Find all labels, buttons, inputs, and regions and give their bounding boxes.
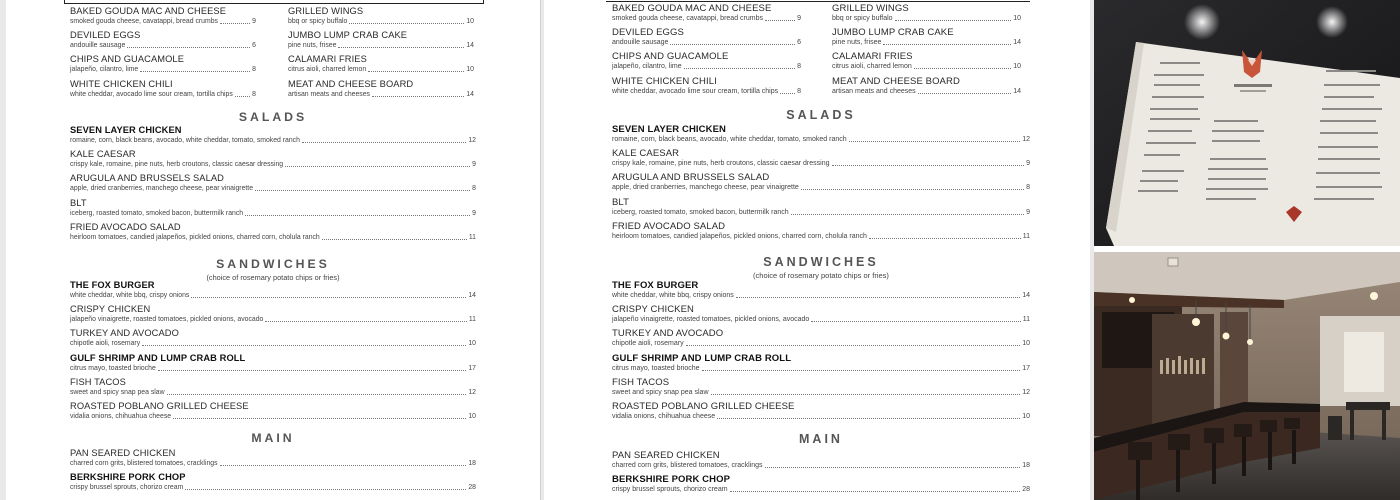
dot-leader (717, 418, 1020, 419)
menu-item-price: 14 (1013, 39, 1021, 47)
bar-interior-photo (1094, 252, 1400, 500)
menu-item-description: sweet and spicy snap pea slaw (612, 388, 709, 396)
menu-item-name: BLT (70, 197, 87, 208)
menu-item-detail-row (70, 412, 476, 421)
menu-item-name: CHIPS AND GUACAMOLE (612, 51, 729, 63)
dot-leader (895, 20, 1012, 21)
dot-leader (265, 321, 467, 322)
dot-leader (220, 465, 467, 466)
menu-page-left (6, 0, 541, 500)
menu-item-description: andouille sausage (70, 42, 126, 50)
menu-item-name: THE FOX BURGER (612, 280, 699, 291)
menu-item-description: citrus aioli, charred lemon (832, 63, 912, 71)
dot-leader (711, 394, 1021, 395)
menu-item-price: 6 (797, 39, 801, 47)
dot-leader (322, 239, 467, 240)
menu-item-price: 14 (466, 42, 474, 50)
menu-item-detail-row (832, 87, 1021, 96)
menu-item (612, 197, 1030, 217)
menu-item-description: chipotle aioli, rosemary (70, 340, 141, 348)
menu-item-price: 10 (1022, 413, 1030, 420)
menu-item-name: BLT (612, 196, 630, 208)
menu-item-detail-row (70, 483, 476, 492)
menu-item-detail-row (70, 364, 476, 373)
dot-leader (349, 23, 464, 24)
menu-item-price: 18 (468, 460, 476, 467)
menu-item-detail-row (612, 159, 1030, 168)
menu-item-description: heirloom tomatoes, candied jalapeños, pickled onions, charred corn, cholula ranch (612, 232, 867, 240)
menu-item-description: charred corn grits, blistered tomatoes, cracklings (70, 460, 218, 467)
menu-item-detail-row (288, 17, 474, 26)
menu-item-description: jalapeño vinaigrette, roasted tomatoes, pickled onions, avocado (612, 316, 810, 324)
menu-item-detail-row (612, 461, 1030, 470)
menu-item-detail-row (612, 412, 1030, 421)
dot-leader (883, 44, 1011, 45)
dot-leader (368, 71, 464, 72)
menu-item (70, 401, 476, 421)
dot-leader (158, 370, 467, 371)
menu-item-description: iceberg, roasted tomato, smoked bacon, buttermilk ranch (70, 209, 244, 217)
dot-leader (730, 491, 1021, 492)
menu-item-name: KALE CAESAR (612, 148, 680, 160)
menu-item-description: artisan meats and cheeses (288, 90, 370, 98)
menu-item-price: 14 (466, 90, 474, 98)
menu-item-price: 12 (1022, 136, 1030, 143)
menu-item-detail-row (612, 87, 801, 96)
menu-item-price: 9 (1026, 208, 1030, 216)
menu-item-price: 10 (1022, 340, 1030, 348)
dot-leader (191, 297, 466, 298)
menu-item-name: SEVEN LAYER CHICKEN (70, 125, 182, 135)
menu-item-price: 18 (1022, 462, 1030, 469)
menu-item (832, 51, 1021, 71)
dot-leader (686, 345, 1021, 346)
menu-item-detail-row (70, 136, 476, 145)
menu-item-price: 9 (472, 161, 476, 169)
menu-item-description: iceberg, roasted tomato, smoked bacon, buttermilk ranch (612, 208, 789, 216)
dot-leader (302, 142, 466, 143)
menu-item-description: citrus mayo, toasted brioche (70, 364, 156, 372)
page-top-border (64, 0, 484, 4)
menu-item (612, 353, 1030, 373)
menu-item-description: charred corn grits, blistered tomatoes, cracklings (612, 462, 763, 469)
menu-item (70, 125, 476, 145)
menu-item (832, 76, 1021, 96)
menu-item (612, 76, 801, 96)
menu-item-description: romaine, corn, black beans, avocado, white cheddar, tomato, smoked ranch (612, 136, 847, 143)
menu-item-detail-row (288, 90, 474, 99)
menu-item-price: 10 (468, 413, 476, 420)
menu-item-price: 8 (797, 87, 801, 95)
dot-leader (127, 47, 250, 48)
menu-item-price: 12 (468, 388, 476, 396)
dot-leader (780, 93, 795, 94)
menu-item-name: DEVILED EGGS (70, 30, 141, 41)
dot-leader (832, 165, 1025, 166)
menu-item-name: ROASTED POBLANO GRILLED CHEESE (70, 401, 249, 411)
menu-item-detail-row (70, 459, 476, 468)
menu-item-price: 9 (252, 18, 256, 25)
menu-item-name: SEVEN LAYER CHICKEN (612, 124, 726, 135)
menu-item (70, 79, 256, 99)
menu-item-price: 9 (472, 209, 476, 217)
dot-leader (811, 321, 1020, 322)
menu-item-price: 28 (1022, 486, 1030, 494)
menu-item-name: MEAT AND CHEESE BOARD (288, 78, 414, 89)
menu-item-description: heirloom tomatoes, candied jalapeños, pickled onions, charred corn, cholula ranch (70, 233, 320, 241)
menu-item-description: pine nuts, frisee (832, 39, 882, 47)
section-title-salads: SALADS (786, 108, 856, 122)
menu-item-name: CHIPS AND GUACAMOLE (70, 54, 185, 65)
menu-item-name: GULF SHRIMP AND LUMP CRAB ROLL (612, 352, 792, 364)
menu-item (612, 474, 1030, 494)
section-title-main: MAIN (251, 431, 295, 445)
menu-item (70, 173, 476, 193)
menu-item-detail-row (70, 184, 476, 193)
menu-item-detail-row (70, 209, 476, 218)
menu-item-price: 8 (252, 90, 256, 98)
dot-leader (736, 297, 1020, 298)
menu-item-name: CRISPY CHICKEN (612, 304, 694, 316)
menu-item-description: pine nuts, frisee (288, 42, 337, 50)
menu-item-detail-row (832, 38, 1021, 47)
dot-leader (185, 489, 466, 490)
menu-item-name: CRISPY CHICKEN (70, 304, 151, 315)
menu-item-name: PAN SEARED CHICKEN (612, 450, 720, 461)
menu-item-detail-row (612, 208, 1030, 217)
menu-item-price: 11 (1022, 232, 1030, 240)
menu-item-price: 10 (466, 18, 474, 25)
menu-item (288, 30, 474, 50)
dot-leader (918, 93, 1012, 94)
menu-item-name: BERKSHIRE PORK CHOP (612, 474, 731, 486)
menu-item (70, 304, 476, 324)
menu-item (288, 79, 474, 99)
menu-item-detail-row (288, 41, 474, 50)
menu-item-name: GRILLED WINGS (832, 3, 909, 14)
menu-item-detail-row (288, 65, 474, 74)
menu-item-description: apple, dried cranberries, manchego cheese, pear vinaigrette (612, 184, 799, 192)
menu-item-description: chipotle aioli, rosemary (612, 340, 684, 348)
menu-item-price: 8 (252, 66, 256, 74)
menu-item (70, 472, 476, 492)
menu-item-description: crispy brussel sprouts, chorizo cream (612, 486, 728, 494)
menu-item-detail-row (612, 38, 801, 47)
menu-item-name: WHITE CHICKEN CHILI (70, 78, 173, 89)
menu-item-name: DEVILED EGGS (612, 27, 684, 39)
menu-item (288, 54, 474, 74)
menu-item-name: TURKEY AND AVOCADO (612, 328, 724, 340)
menu-item-description: citrus aioli, charred lemon (288, 66, 367, 74)
dot-leader (142, 345, 466, 346)
menu-item (612, 377, 1030, 397)
menu-item-description: apple, dried cranberries, manchego cheese, pear vinaigrette (70, 185, 254, 193)
dot-leader (338, 47, 464, 48)
menu-item-price: 8 (797, 63, 801, 71)
menu-item (612, 304, 1030, 324)
menu-item-description: andouille sausage (612, 39, 669, 47)
menu-item-price: 8 (1026, 184, 1030, 192)
menu-item-name: ROASTED POBLANO GRILLED CHEESE (612, 401, 795, 412)
menu-item (70, 222, 476, 242)
menu-item-name: MEAT AND CHEESE BOARD (832, 75, 960, 87)
dot-leader (791, 214, 1024, 215)
dot-leader (765, 467, 1021, 468)
menu-item (70, 377, 476, 397)
menu-item-description: jalapeño vinaigrette, roasted tomatoes, pickled onions, avocado (70, 316, 264, 324)
menu-item-price: 6 (252, 42, 256, 50)
sandwiches-note: (choice of rosemary potato chips or fries) (753, 271, 889, 280)
menu-item-price: 14 (468, 292, 476, 299)
menu-item-description: crispy kale, romaine, pine nuts, herb croutons, classic caesar dressing (70, 161, 284, 169)
menu-item-description: white cheddar, avocado lime sour cream, tortilla chips (70, 90, 233, 98)
menu-item-price: 10 (468, 340, 476, 348)
menu-item-price: 12 (468, 137, 476, 144)
menu-page-right (544, 0, 1090, 500)
menu-item-description: white cheddar, avocado lime sour cream, tortilla chips (612, 87, 779, 95)
menu-item (612, 124, 1030, 144)
menu-item-name: FISH TACOS (612, 376, 670, 388)
menu-item (70, 149, 476, 169)
menu-item (612, 401, 1030, 421)
menu-item (70, 353, 476, 373)
menu-item (70, 54, 256, 74)
dot-leader (684, 68, 795, 69)
menu-item-price: 28 (468, 484, 476, 492)
menu-item-detail-row (70, 233, 476, 242)
menu-item-detail-row (612, 364, 1030, 373)
section-title-main: MAIN (799, 432, 843, 446)
menu-item-price: 12 (1022, 388, 1030, 396)
section-title-sandwiches: SANDWICHES (763, 255, 879, 269)
menu-item-detail-row (612, 62, 801, 71)
dot-leader (220, 23, 250, 24)
menu-item-name: ARUGULA AND BRUSSELS SALAD (70, 173, 224, 184)
menu-item-name: GULF SHRIMP AND LUMP CRAB ROLL (70, 352, 246, 363)
menu-item-description: jalapeño, cilantro, lime (70, 66, 139, 74)
menu-item-price: 17 (468, 364, 476, 372)
menu-item-price: 11 (468, 233, 476, 241)
menu-item (70, 328, 476, 348)
menu-item-detail-row (612, 485, 1030, 494)
menu-item-description: crispy brussel sprouts, chorizo cream (70, 484, 184, 492)
bar-interior-illustration (1094, 252, 1400, 500)
menu-item-name: THE FOX BURGER (70, 280, 155, 290)
menu-item-name: BERKSHIRE PORK CHOP (70, 472, 186, 483)
menu-item-price: 8 (472, 185, 476, 193)
menu-item-name: TURKEY AND AVOCADO (70, 328, 179, 339)
menu-item-detail-row (70, 315, 476, 324)
menu-item (612, 3, 801, 23)
page-top-border (606, 0, 1030, 2)
menu-item-description: smoked gouda cheese, cavatappi, bread crumbs (612, 15, 763, 22)
menu-item (70, 448, 476, 468)
menu-item-description: vidalia onions, chihuahua cheese (612, 413, 716, 420)
menu-item (612, 221, 1030, 241)
menu-item-detail-row (70, 65, 256, 74)
menu-item (70, 280, 476, 300)
section-title-sandwiches: SANDWICHES (216, 257, 330, 271)
menu-item-name: CALAMARI FRIES (288, 54, 367, 65)
menu-item-name: GRILLED WINGS (288, 6, 364, 16)
menu-item-detail-row (832, 62, 1021, 71)
menu-on-table-illustration (1094, 0, 1400, 246)
menu-item-detail-row (612, 388, 1030, 397)
menu-item-description: bbq or spicy buffalo (288, 18, 348, 25)
menu-item (612, 51, 801, 71)
menu-item-detail-row (612, 339, 1030, 348)
menu-item-detail-row (70, 291, 476, 300)
menu-item-name: FISH TACOS (70, 376, 126, 387)
menu-item-detail-row (70, 90, 256, 99)
menu-item-description: white cheddar, white bbq, crispy onions (612, 292, 734, 299)
menu-item (612, 450, 1030, 470)
menu-item-name: WHITE CHICKEN CHILI (612, 75, 717, 87)
menu-item (70, 6, 256, 26)
menu-item (612, 172, 1030, 192)
menu-item-description: jalapeño, cilantro, lime (612, 63, 682, 71)
menu-item-detail-row (612, 315, 1030, 324)
menu-item-description: citrus mayo, toasted brioche (612, 364, 700, 372)
menu-item (288, 6, 474, 26)
menu-item (612, 328, 1030, 348)
menu-item-price: 14 (1013, 87, 1021, 95)
menu-item-price: 10 (466, 66, 474, 74)
menu-item-detail-row (70, 339, 476, 348)
menu-item-name: KALE CAESAR (70, 149, 136, 160)
menu-item-price: 10 (1013, 15, 1021, 22)
dot-leader (801, 189, 1024, 190)
dot-leader (849, 141, 1021, 142)
dot-leader (670, 44, 795, 45)
menu-item-name: ARUGULA AND BRUSSELS SALAD (612, 172, 770, 184)
menu-item-name: BAKED GOUDA MAC AND CHEESE (70, 6, 227, 16)
menu-item-name: FRIED AVOCADO SALAD (70, 221, 181, 232)
menu-table-photo (1094, 0, 1400, 246)
menu-item-detail-row (70, 160, 476, 169)
menu-item-name: CALAMARI FRIES (832, 51, 913, 63)
menu-item-description: vidalia onions, chihuahua cheese (70, 413, 172, 420)
menu-item-name: JUMBO LUMP CRAB CAKE (288, 30, 408, 41)
dot-leader (140, 71, 250, 72)
menu-item-description: sweet and spicy snap pea slaw (70, 388, 165, 396)
menu-item (832, 3, 1021, 23)
dot-leader (869, 238, 1021, 239)
menu-item-detail-row (70, 17, 256, 26)
menu-item-detail-row (612, 291, 1030, 300)
menu-item-price: 11 (1022, 316, 1030, 324)
menu-item-price: 14 (1022, 292, 1030, 299)
dot-leader (167, 394, 467, 395)
menu-item-name: BAKED GOUDA MAC AND CHEESE (612, 3, 772, 14)
menu-item-description: white cheddar, white bbq, crispy onions (70, 292, 190, 299)
menu-item-price: 9 (797, 15, 801, 22)
menu-item-detail-row (612, 135, 1030, 144)
menu-item-detail-row (612, 14, 801, 23)
dot-leader (173, 418, 466, 419)
menu-item-description: bbq or spicy buffalo (832, 15, 893, 22)
dot-leader (372, 96, 464, 97)
dot-leader (255, 190, 470, 191)
menu-item-description: smoked gouda cheese, cavatappi, bread crumbs (70, 18, 218, 25)
dot-leader (914, 68, 1011, 69)
menu-item-price: 9 (1026, 160, 1030, 168)
menu-item-detail-row (612, 232, 1030, 241)
menu-item-price: 10 (1013, 63, 1021, 71)
menu-item-detail-row (70, 41, 256, 50)
menu-item-description: romaine, corn, black beans, avocado, white cheddar, tomato, smoked ranch (70, 137, 300, 144)
menu-item-price: 11 (468, 316, 476, 324)
dot-leader (245, 215, 470, 216)
dot-leader (702, 370, 1021, 371)
menu-item (70, 198, 476, 218)
menu-item-price: 17 (1022, 364, 1030, 372)
section-title-salads: SALADS (238, 110, 308, 124)
menu-item-name: JUMBO LUMP CRAB CAKE (832, 27, 954, 39)
dot-leader (285, 166, 470, 167)
menu-item (612, 280, 1030, 300)
dot-leader (765, 20, 795, 21)
menu-item-detail-row (612, 183, 1030, 192)
menu-item-description: artisan meats and cheeses (832, 87, 916, 95)
menu-item-description: crispy kale, romaine, pine nuts, herb croutons, classic caesar dressing (612, 160, 830, 168)
menu-item-detail-row (832, 14, 1021, 23)
menu-item-name: FRIED AVOCADO SALAD (612, 220, 726, 232)
menu-item (832, 27, 1021, 47)
menu-item (612, 27, 801, 47)
menu-item-name: PAN SEARED CHICKEN (70, 448, 176, 458)
dot-leader (235, 96, 250, 97)
sandwiches-note: (choice of rosemary potato chips or fries) (206, 273, 340, 282)
menu-item-detail-row (70, 388, 476, 397)
menu-item (70, 30, 256, 50)
menu-item (612, 148, 1030, 168)
